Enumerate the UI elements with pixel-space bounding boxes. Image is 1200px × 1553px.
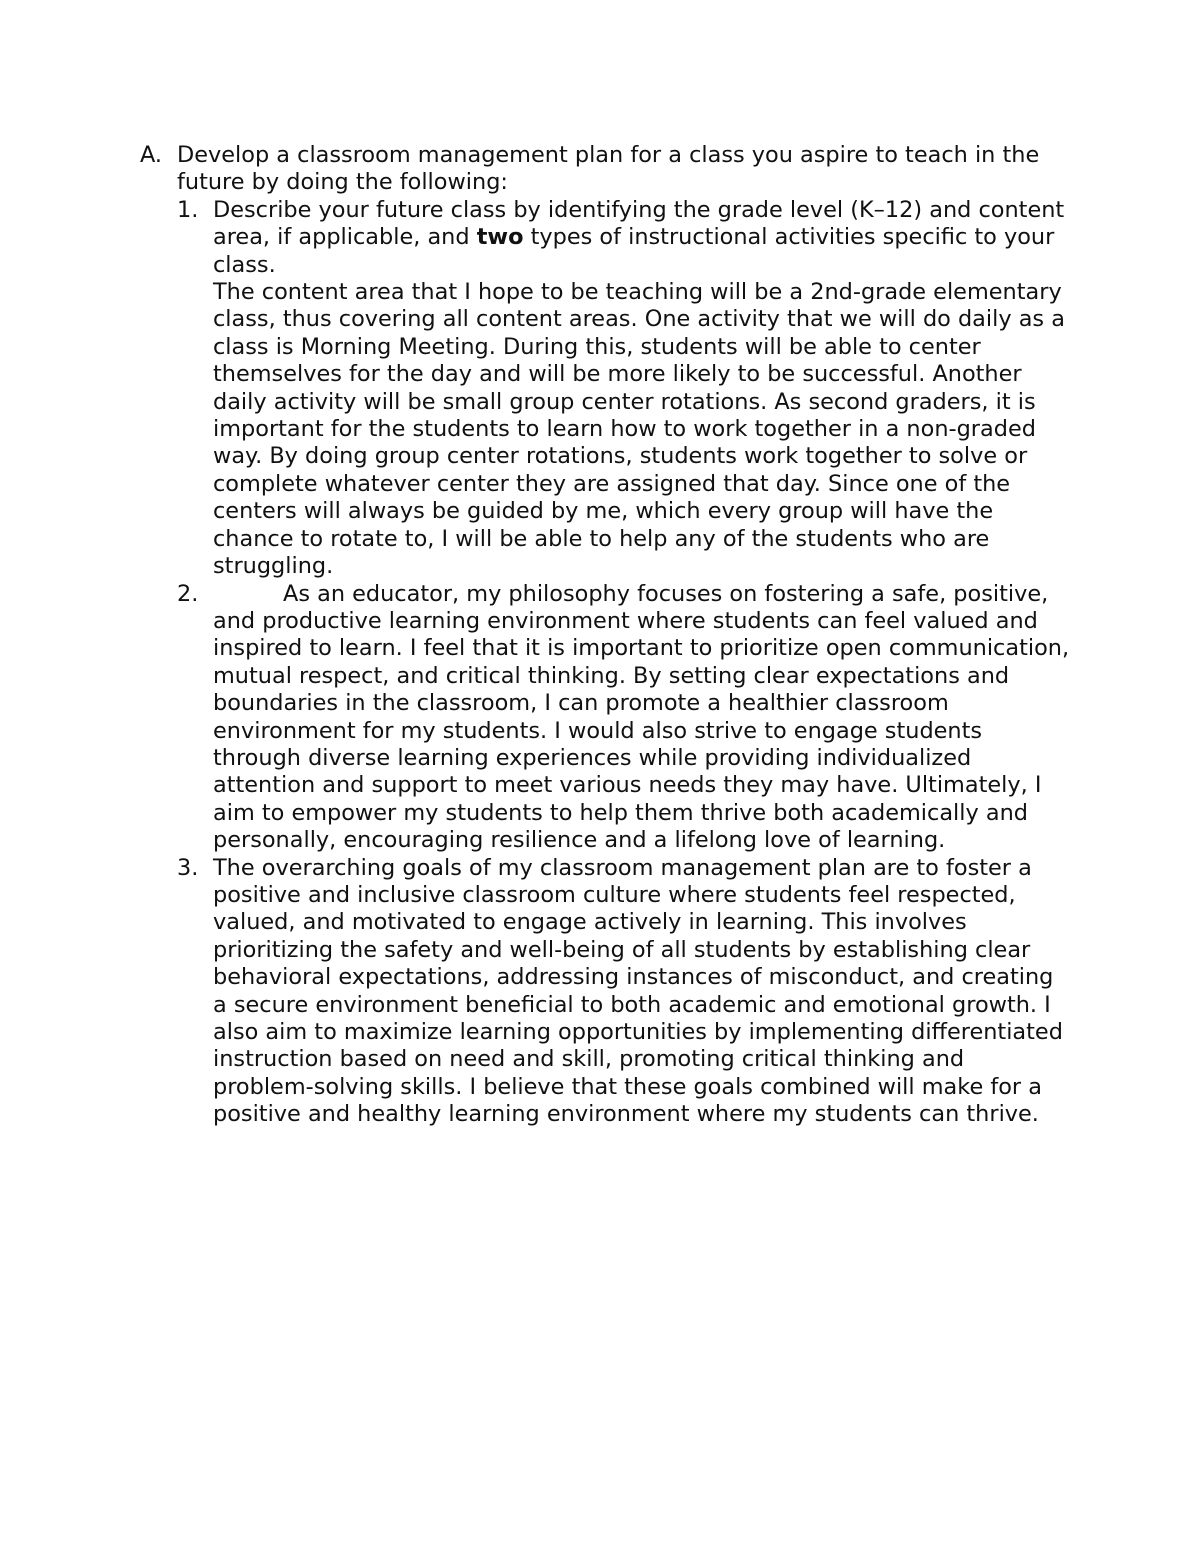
instruction-text: Develop a classroom management plan for a class you aspire to teach in the future by doing the following: (177, 142, 1040, 196)
sub-list (177, 197, 1070, 1129)
list-item-2 (177, 581, 1070, 855)
answer-paragraph-3: The overarching goals of my classroom management plan are to foster a positive and inclusive classroom culture where students feel respected, valued, and motivated to engage actively in learning. This involves prioritizing the safety and well-being of all students by establishing clear behavioral expectations, addressing instances of misconduct, and creating a secure environment beneficial to both academic and emotional growth. I also aim to maximize learning opportunities by implementing differentiated instruction based on need and skill, promoting critical thinking and problem-solving skills. I believe that these goals combined will make for a positive and healthy learning environment where my students can thrive. (213, 854, 1063, 1128)
answer-paragraph-1: The content area that I hope to be teaching will be a 2nd-grade elementary class, thus covering all content areas. One activity that we will do daily as a class is Morning Meeting. During this, students will be able to center themselves for the day and will be more likely to be successful. Another daily activity will be small group center rotations. As second graders, it is important for the students to learn how to work together in a non-graded way. By doing group center rotations, students work together to solve or complete whatever center they are assigned that day. Since one of the centers will always be guided by me, which every group will have the chance to rotate to, I will be able to help any of the students who are struggling. (213, 279, 1065, 580)
list-marker-1: 1. (177, 196, 199, 223)
prompt-bold-text: two (476, 224, 524, 251)
prompt-text-before: Describe your future class by identifying the grade level (K–12) and content area, if applicable, and (213, 196, 1065, 251)
list-item-3 (177, 855, 1070, 1129)
list-marker-a: A. (140, 142, 163, 168)
list-marker-3: 3. (177, 854, 199, 881)
prompt-text (213, 197, 1070, 279)
answer-paragraph-2-text: As an educator, my philosophy focuses on fostering a safe, positive, and productive learning environment where students can feel valued and inspired to learn. I feel that it is important to prioritize open communication, mutual respect, and critical thinking. By setting clear expectations and boundaries in the classroom, I can promote a healthier classroom environment for my students. I would also strive to engage students through diverse learning experiences while providing individualized attention and support to meet various needs they may have. Ultimately, I aim to empower my students to help them thrive both academically and personally, encouraging resilience and a lifelong love of learning. (213, 580, 1070, 854)
document-body (140, 142, 1070, 1129)
list-item-1 (177, 197, 1070, 581)
answer-paragraph-2 (213, 581, 1070, 855)
list-marker-2: 2. (177, 580, 199, 607)
list-item-a (140, 142, 1070, 1129)
prompt-text-after: types of instructional activities specific to your class. (213, 224, 1055, 278)
